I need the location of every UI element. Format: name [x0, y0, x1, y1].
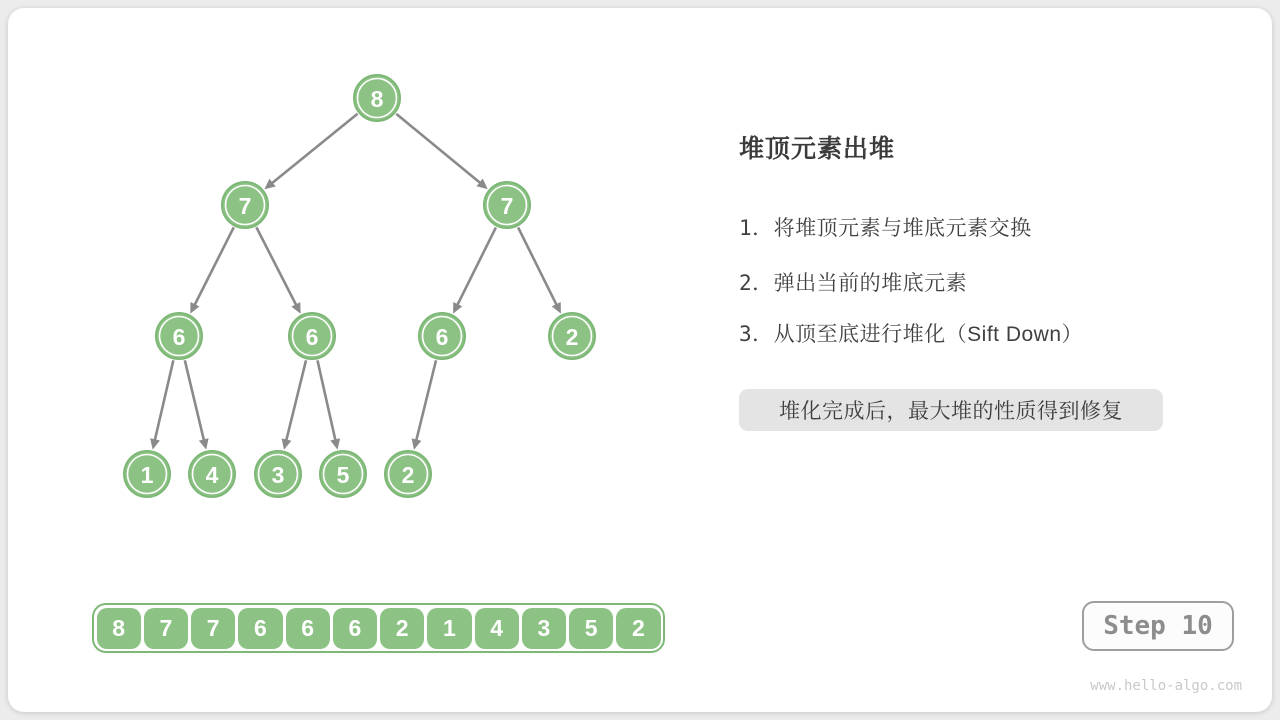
watermark: www.hello-algo.com — [1090, 678, 1242, 694]
tree-node — [124, 451, 170, 497]
array-cell: 7 — [191, 608, 235, 649]
array-cell: 1 — [427, 608, 471, 649]
tree-edge — [457, 227, 496, 305]
tree-node — [255, 451, 301, 497]
tree-edge — [416, 360, 436, 441]
step-item-2 — [739, 267, 967, 297]
array-cell: 8 — [97, 608, 141, 649]
tree-node-label: 7 — [238, 193, 252, 219]
step-text: 弹出当前的堆底元素 — [773, 272, 968, 295]
heap-tree-diagram — [8, 8, 728, 568]
tree-node-label: 7 — [500, 193, 514, 219]
step-number: 1． — [739, 216, 774, 240]
step-number: 2． — [739, 271, 774, 295]
array-cell: 2 — [616, 608, 660, 649]
step-text: 从顶至底进行堆化（Sift Down） — [773, 323, 1084, 346]
tree-node-label: 4 — [205, 462, 219, 488]
tree-node-label: 2 — [401, 462, 415, 488]
tree-node — [289, 313, 335, 359]
step-text: 将堆顶元素与堆底元素交换 — [773, 217, 1032, 240]
tree-node — [484, 182, 530, 228]
tree-node — [156, 313, 202, 359]
array-cell: 2 — [380, 608, 424, 649]
figure-card — [8, 8, 1272, 712]
tree-node-label: 8 — [370, 86, 384, 112]
array-cell: 6 — [238, 608, 282, 649]
tree-node-label: 6 — [172, 324, 186, 350]
heap-array — [92, 603, 665, 653]
tree-node — [354, 75, 400, 121]
tree-node-label: 6 — [435, 324, 449, 350]
tree-node — [385, 451, 431, 497]
tree-edge — [256, 227, 296, 305]
tree-edge — [271, 114, 357, 184]
tree-edge — [286, 360, 306, 441]
array-cell: 6 — [286, 608, 330, 649]
array-cell: 3 — [522, 608, 566, 649]
array-cell: 7 — [144, 608, 188, 649]
step-number: 3． — [739, 322, 774, 346]
tree-edge — [317, 360, 335, 440]
step-item-1 — [739, 212, 1032, 242]
tree-node-label: 3 — [271, 462, 285, 488]
tree-node — [222, 182, 268, 228]
array-cell: 5 — [569, 608, 613, 649]
tree-edge — [194, 227, 233, 305]
step-item-3 — [739, 318, 1083, 348]
array-cell: 6 — [333, 608, 377, 649]
tree-edge — [155, 360, 174, 441]
tree-edge — [185, 360, 204, 441]
tree-node-label: 2 — [565, 324, 579, 350]
array-cell: 4 — [475, 608, 519, 649]
tree-node — [320, 451, 366, 497]
tree-node-label: 6 — [305, 324, 319, 350]
step-badge: Step 10 — [1082, 601, 1234, 651]
tree-node — [419, 313, 465, 359]
tree-edge — [518, 227, 557, 305]
tree-node — [189, 451, 235, 497]
panel-heading: 堆顶元素出堆 — [739, 135, 896, 163]
tree-node-label: 5 — [336, 462, 350, 488]
tree-edge — [396, 114, 480, 184]
tree-node-label: 1 — [140, 462, 154, 488]
note-box: 堆化完成后，最大堆的性质得到修复 — [739, 389, 1163, 431]
tree-node — [549, 313, 595, 359]
